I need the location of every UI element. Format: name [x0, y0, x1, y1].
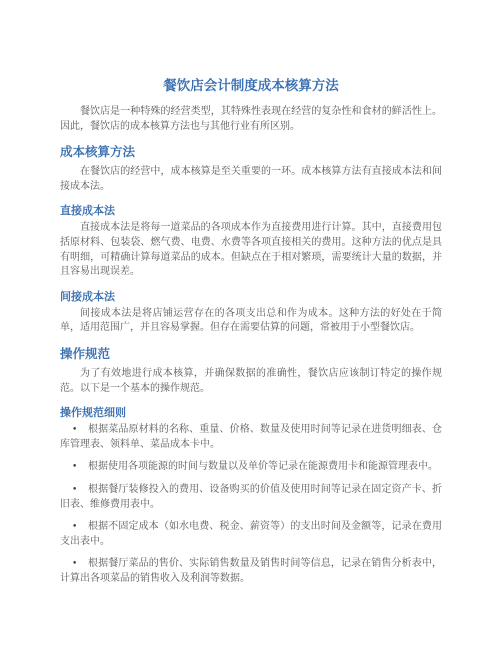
list-item-text: 根据使用各项能源的时间与数量以及单价等记录在能源费用卡和能源管理表中。 — [88, 461, 438, 473]
bullet-icon: • — [72, 522, 78, 533]
list-item — [60, 557, 442, 586]
direct-cost-paragraph: 直接成本法是将每一道菜品的各项成本作为直接费用进行计算。其中，直接费用包括原材料、包装袋、燃气费、电费、水费等各项直接相关的费用。这种方法的优点是具有明细，可精确计算每道菜品的成本。但缺点在于相对繁琐，需要统计大量的数据，并且容易出现误差。 — [60, 222, 442, 278]
bullet-icon: • — [72, 425, 78, 436]
subheading-indirect-cost: 间接成本法 — [60, 289, 115, 303]
bullet-icon: • — [72, 484, 78, 495]
list-item-text: 根据餐厅菜品的售价、实际销售数量及销售时间等信息，记录在销售分析表中，计算出各项菜品的销售收入及利润等数据。 — [60, 558, 442, 584]
list-item — [60, 520, 442, 549]
bullet-icon: • — [72, 462, 78, 473]
subheading-rule-details: 操作规范细则 — [60, 406, 126, 420]
section-heading-cost-accounting: 成本核算方法 — [60, 144, 136, 160]
list-item — [60, 423, 442, 452]
list-item — [60, 460, 442, 475]
list-item-text: 根据不固定成本（如水电费、税金、薪资等）的支出时间及金额等，记录在费用支出表中。 — [60, 521, 442, 547]
bullet-icon: • — [72, 559, 78, 570]
rule-details-list — [60, 423, 442, 586]
operation-rules-paragraph: 为了有效地进行成本核算，并确保数据的准确性，餐饮店应该制订特定的操作规范。以下是一个基本的操作规范。 — [60, 367, 442, 394]
subheading-direct-cost: 直接成本法 — [60, 204, 115, 218]
list-item-text: 根据菜品原材料的名称、重量、价格、数量及使用时间等记录在进货明细表、仓库管理表、领料单、菜品成本卡中。 — [60, 424, 442, 450]
cost-accounting-paragraph: 在餐饮店的经营中，成本核算是至关重要的一环。成本核算方法有直接成本法和间接成本法。 — [60, 166, 442, 192]
list-item-text: 根据餐厅装修投入的费用、设备购买的价值及使用时间等记录在固定资产卡、折旧表、维修费用表中。 — [60, 483, 442, 510]
document-title: 餐饮店会计制度成本核算方法 — [163, 78, 339, 94]
section-heading-operation-rules: 操作规范 — [60, 345, 111, 361]
intro-paragraph: 餐饮店是一种特殊的经营类型，其特殊性表现在经营的复杂性和食材的鲜活性上。因此，餐饮店的成本核算方法也与其他行业有所区别。 — [60, 106, 442, 132]
list-item — [60, 483, 442, 512]
indirect-cost-paragraph: 间接成本法是将店铺运营存在的各项支出总和作为成本。这种方法的好处在于简单，适用范围广，并且容易掌握。但存在需要估算的问题，常被用于小型餐饮店。 — [60, 307, 442, 334]
